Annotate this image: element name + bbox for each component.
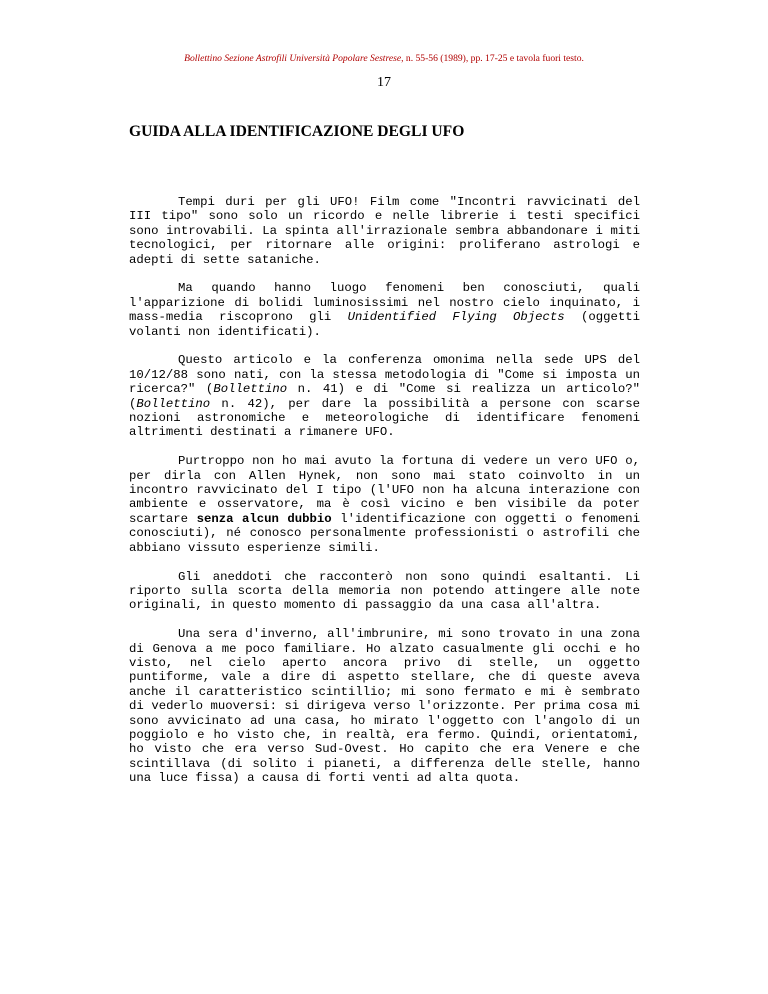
paragraph-4 — [129, 454, 640, 555]
paragraph-3-text-b: n. 41) e di "Come si realizza un articolo?" ( — [129, 382, 640, 411]
paragraph-3-italic-b: Bollettino — [136, 396, 211, 411]
citation-journal: Bollettino Sezione Astrofili Università Popolare Sestrese — [184, 53, 402, 64]
citation-header — [0, 53, 768, 65]
paragraph-2-text-a: Ma quando hanno luogo fenomeni ben conosciuti, quali l'apparizione di bolidi luminosissimi nel nostro cielo inquinato, i mass-media riscoprono gli — [129, 281, 640, 325]
paragraph-2 — [129, 281, 640, 339]
paragraph-4-text-a: Purtroppo non ho mai avuto la fortuna di vedere un vero UFO o, per dirla con Allen Hynek, non sono mai stato coinvolto in un incontro ravvicinato del I tipo (l'UFO non ha alcuna interazione con ambiente e osservatore, ma è così vicino e ben visibile da poter scartare — [129, 454, 640, 526]
paragraph-5: Gli aneddoti che racconterò non sono quindi esaltanti. Li riporto sulla scorta della memoria non potendo attingere alle note originali, in questo momento di passaggio da una casa all'altra. — [129, 569, 640, 613]
article-title: GUIDA ALLA IDENTIFICAZIONE DEGLI UFO — [129, 123, 465, 140]
article-body — [129, 195, 640, 786]
page-number: 17 — [377, 75, 391, 90]
paragraph-4-text-b: l'identificazione con oggetti o fenomeni conosciuti), né conosco personalmente professionisti o astrofili che abbiano vissuto esperienze simili. — [129, 511, 640, 555]
paragraph-3-italic-a: Bollettino — [213, 382, 288, 397]
paragraph-2-italic: Unidentified Flying Objects — [347, 310, 565, 325]
paragraph-2-text-b: (oggetti volanti non identificati). — [129, 310, 640, 339]
citation-details: , n. 55-56 (1989), pp. 17-25 e tavola fuori testo. — [401, 53, 584, 64]
paragraph-3 — [129, 353, 640, 439]
paragraph-6: Una sera d'inverno, all'imbrunire, mi sono trovato in una zona di Genova a me poco familiare. Ho alzato casualmente gli occhi e ho visto, nel cielo aperto ancora privo di stelle, un oggetto puntiforme, vale a dire di aspetto stellare, che di queste aveva anche il caratteristico scintillio; mi sono fermato e mi è sembrato di vederlo muoversi: si dirigeva verso l'orizzonte. Per prima cosa mi sono avvicinato ad una casa, ho mirato l'oggetto con l'angolo di un poggiolo e ho visto che, in realtà, era fermo. Quindi, orientatomi, ho visto che era verso Sud-Ovest. Ho capito che era Venere e che scintillava (di solito i pianeti, a differenza delle stelle, hanno una luce fissa) a causa di forti venti ad alta quota. — [129, 627, 640, 786]
paragraph-3-text-c: n. 42), per dare la possibilità a persone con scarse nozioni astronomiche e meteorologiche di identificare fenomeni altrimenti destinati a rimanere UFO. — [129, 396, 640, 440]
paragraph-1: Tempi duri per gli UFO! Film come "Incontri ravvicinati del III tipo" sono solo un ricordo e nelle librerie i testi specifici sono introvabili. La spinta all'irrazionale sembra abbandonare i miti tecnologici, per ritornare alle origini: proliferano astrologi e adepti di sette sataniche. — [129, 195, 640, 267]
paragraph-4-bold: senza alcun dubbio — [196, 511, 332, 526]
paragraph-3-text-a: Questo articolo e la conferenza omonima nella sede UPS del 10/12/88 sono nati, con la stessa metodologia di "Come si imposta un ricerca?" ( — [129, 353, 640, 397]
